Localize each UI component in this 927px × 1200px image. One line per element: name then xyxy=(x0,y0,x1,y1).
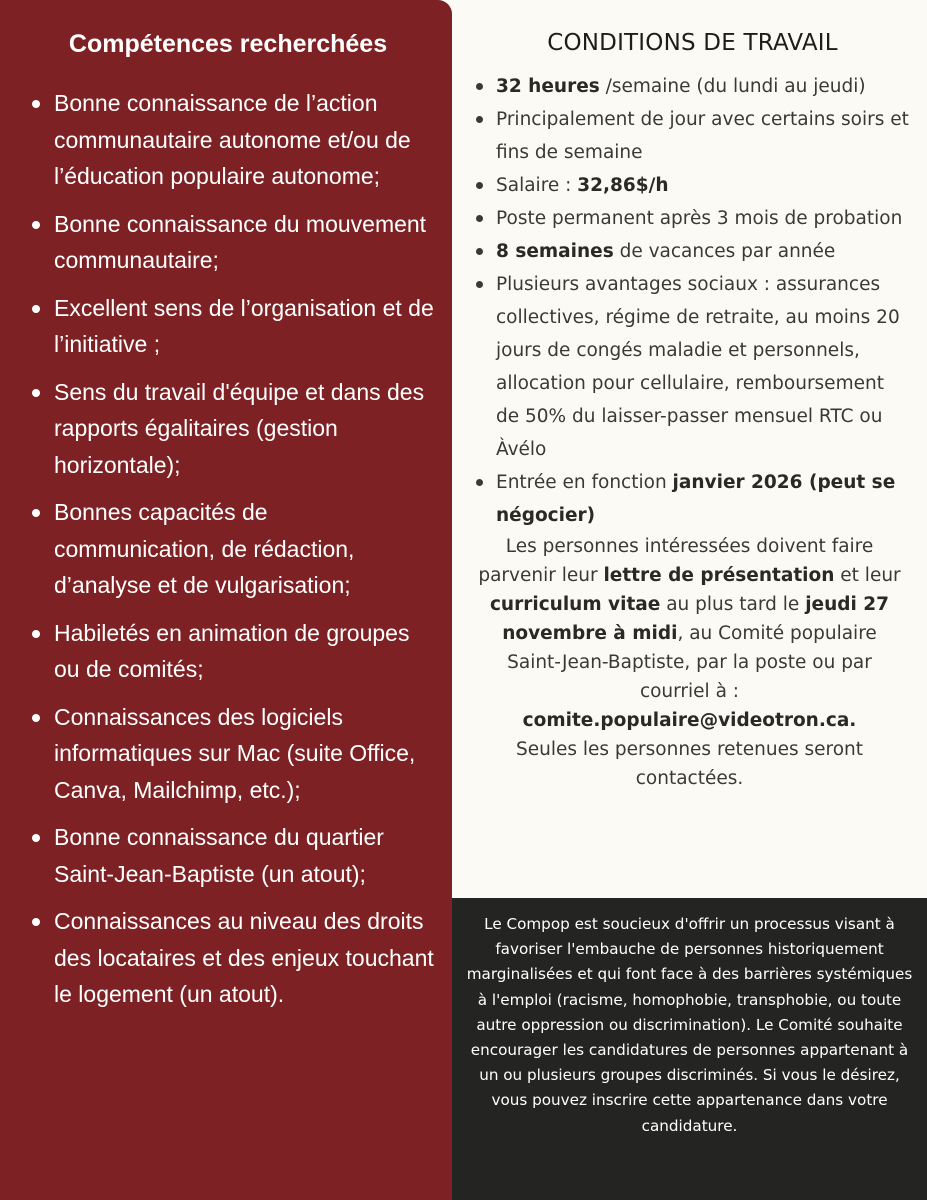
bullet-icon xyxy=(32,714,40,722)
equity-notice-text: Le Compop est soucieux d'offrir un processus visant à favoriser l'embauche de personnes historiquement marginalisées et qui font face à des barrières systémiques à l'emploi (racisme, homophobie, transphobie, ou toute autre oppression ou discrimination). Le Comité souhaite encourager les candidatures de personnes appartenant à un ou plusieurs groupes discriminés. Si vous le désirez, vous pouvez inscrire cette appartenance dans votre candidature. xyxy=(466,915,913,1135)
conditions-list xyxy=(474,70,911,532)
bullet-icon xyxy=(476,281,483,288)
list-item-salary: Salaire : 32,86$/h xyxy=(474,169,911,202)
email-address: comite.populaire@videotron.ca. xyxy=(522,710,857,731)
bullet-icon xyxy=(476,248,483,255)
application-instructions: Les personnes intéressées doivent faire parvenir leur lettre de présentation et leur curriculum vitae au plus tard le jeudi 27 novembre à midi, au Comité populaire Saint-Jean-Baptiste, par la poste ou par courriel à : comite.populaire@videotron.ca. Seules les personnes retenues seront contactées. xyxy=(474,532,911,793)
list-item: Bonnes capacités de communication, de rédaction, d’analyse et de vulgarisation; xyxy=(32,494,434,604)
list-item-vacation: 8 semaines de vacances par année xyxy=(474,235,911,268)
list-item: Sens du travail d'équipe et dans des rapports égalitaires (gestion horizontale); xyxy=(32,374,434,484)
list-item-permanent: Poste permanent après 3 mois de probation xyxy=(474,202,911,235)
list-item: Bonne connaissance de l’action communautaire autonome et/ou de l’éducation populaire autonome; xyxy=(32,85,434,195)
bullet-icon xyxy=(32,834,40,842)
list-item-hours: 32 heures /semaine (du lundi au jeudi) xyxy=(474,70,911,103)
bullet-icon xyxy=(32,509,40,517)
conditions-title: CONDITIONS DE TRAVAIL xyxy=(547,30,838,56)
list-item: Habiletés en animation de groupes ou de comités; xyxy=(32,615,434,688)
bullet-icon xyxy=(476,182,483,189)
bullet-icon xyxy=(32,630,40,638)
bullet-icon xyxy=(476,83,483,90)
list-item-start: Entrée en fonction janvier 2026 (peut se négocier) xyxy=(474,466,911,532)
bullet-icon xyxy=(32,100,40,108)
skills-list xyxy=(32,85,434,1013)
list-item: Connaissances au niveau des droits des locataires et des enjeux touchant le logement (un atout). xyxy=(32,903,434,1013)
list-item: Excellent sens de l’organisation et de l’initiative ; xyxy=(32,290,434,363)
conditions-panel xyxy=(452,0,927,898)
skills-panel xyxy=(0,0,452,1200)
skills-title: Compétences recherchées xyxy=(68,30,388,58)
list-item: Bonne connaissance du quartier Saint-Jean-Baptiste (un atout); xyxy=(32,819,434,892)
list-item: Bonne connaissance du mouvement communautaire; xyxy=(32,206,434,279)
list-item-benefits: Plusieurs avantages sociaux : assurances collectives, régime de retraite, au moins 20 jours de congés maladie et personnels, allocation pour cellulaire, remboursement de 50% du laisser-passer mensuel RTC ou Àvélo xyxy=(474,268,911,466)
list-item: Connaissances des logiciels informatiques sur Mac (suite Office, Canva, Mailchimp, etc.); xyxy=(32,699,434,809)
bullet-icon xyxy=(32,918,40,926)
bullet-icon xyxy=(32,389,40,397)
bullet-icon xyxy=(32,305,40,313)
equity-notice xyxy=(452,898,927,1200)
bullet-icon xyxy=(476,116,483,123)
bullet-icon xyxy=(476,215,483,222)
bullet-icon xyxy=(32,221,40,229)
list-item-schedule: Principalement de jour avec certains soirs et fins de semaine xyxy=(474,103,911,169)
bullet-icon xyxy=(476,479,483,486)
